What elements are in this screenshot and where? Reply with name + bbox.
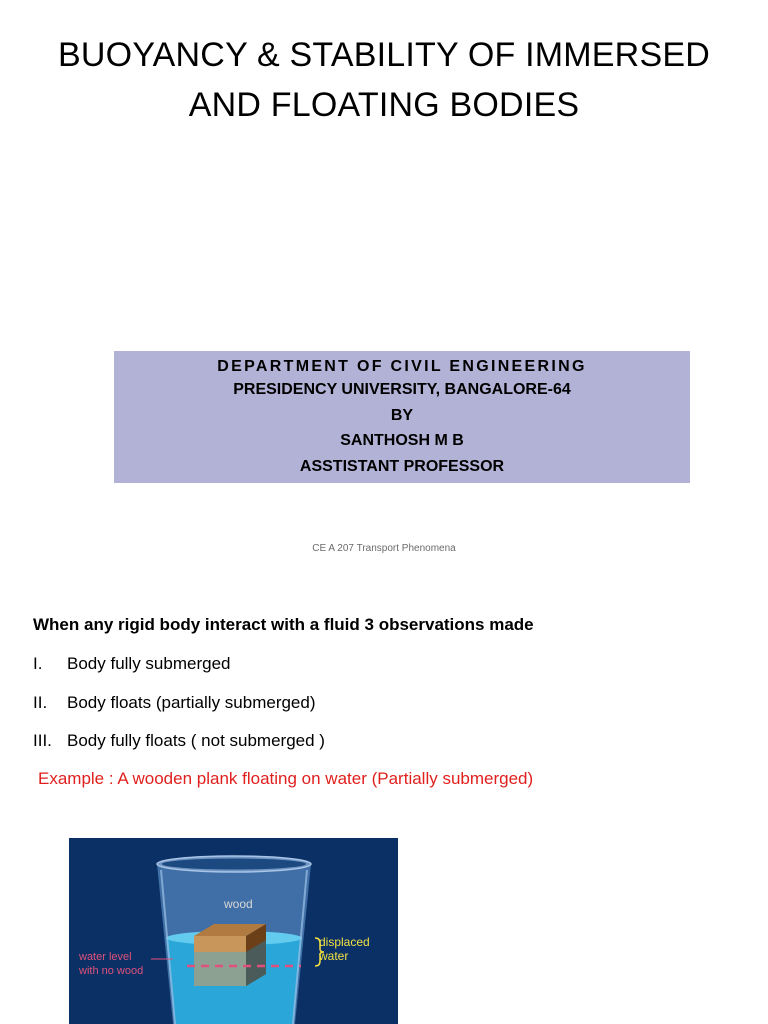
list-item-number: III. [33,731,52,750]
wood-label: wood [224,897,253,911]
author-title: ASSTISTANT PROFESSOR [299,457,505,475]
content-slide [0,575,768,1024]
observations-heading: When any rigid body interact with a fluid 3 observations made [33,615,534,634]
department-box [114,351,690,483]
water-level-label-1: water level [79,951,132,963]
department-name: DEPARTMENT OF CIVIL ENGINEERING [217,358,587,375]
list-item-text: Body floats (partially submerged) [67,692,316,712]
list-item-text: Body fully floats ( not submerged ) [67,731,325,750]
floating-wood-figure [69,838,398,1024]
list-item-number: I. [33,654,43,673]
slide-title [20,30,748,130]
wood-submerged-part [194,952,246,986]
title-line-2: AND FLOATING BODIES [188,86,580,124]
glass-opening [162,859,306,870]
slide-footer: CE A 207 Transport Phenomena [312,543,456,554]
list-item-text: Body fully submerged [67,654,231,673]
water-level-label-2: with no wood [79,965,144,977]
list-item-number: II. [33,692,48,712]
by-label: BY [390,406,414,424]
displaced-label-1: displaced [319,935,370,949]
displaced-label-2: water [319,949,349,963]
author-name: SANTHOSH M B [340,432,464,449]
title-line-1: BUOYANCY & STABILITY OF IMMERSED [58,36,710,74]
example-text: Example : A wooden plank floating on water (Partially submerged) [38,769,534,788]
university-name: PRESIDENCY UNIVERSITY, BANGALORE-64 [233,381,571,398]
glass-illustration [69,838,398,1024]
